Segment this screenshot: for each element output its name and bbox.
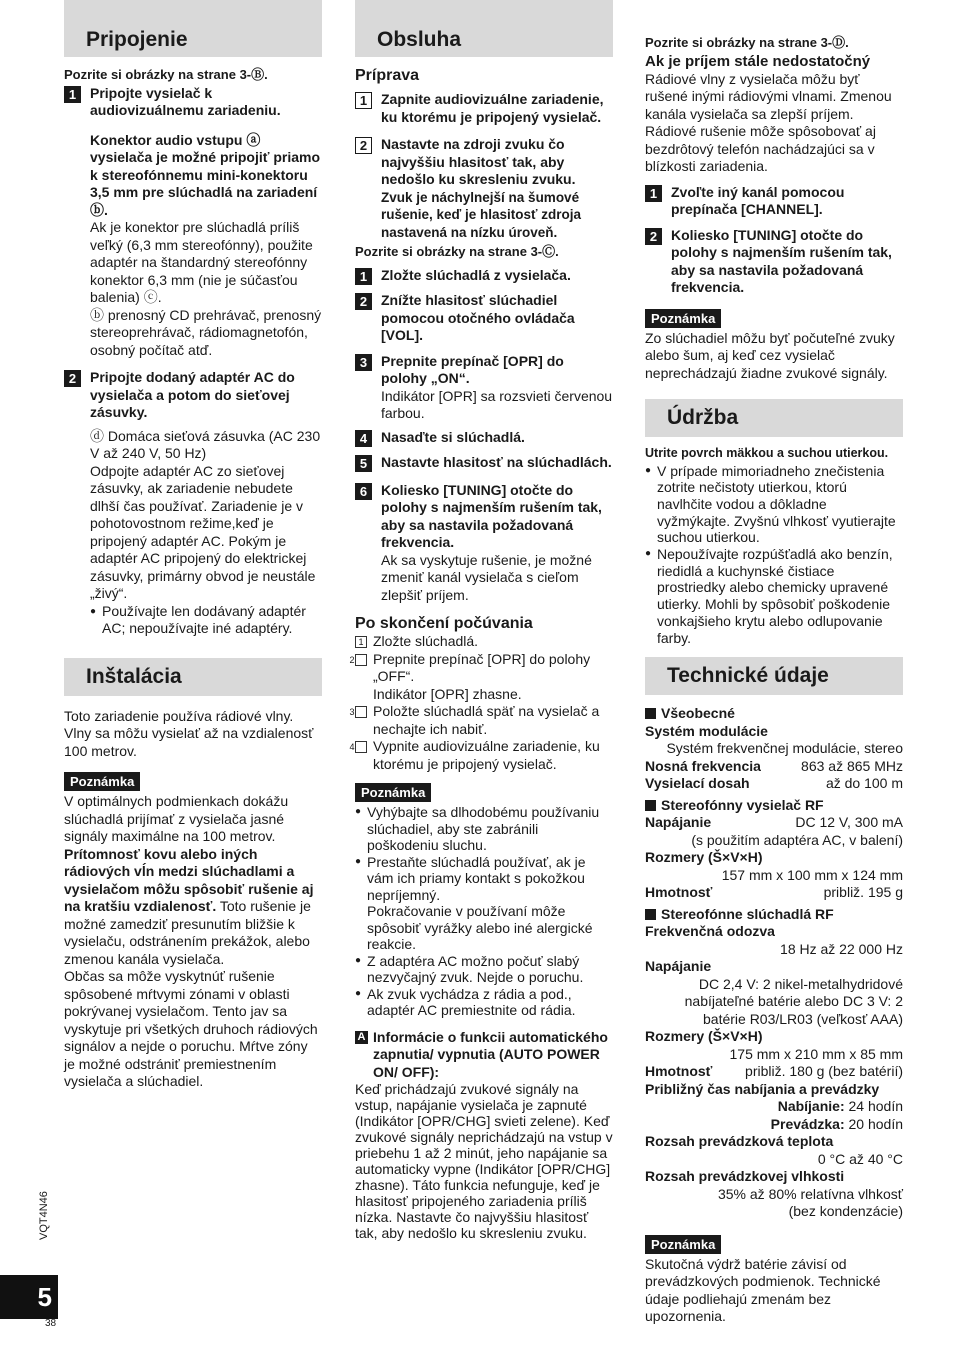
step-text: Prepnite prepínač [OPR] do polohy „ON“. — [381, 352, 564, 386]
spec-hp-freq-val: 18 Hz až 22 000 Hz — [780, 940, 903, 957]
spec-range — [645, 775, 903, 793]
step-text: Koliesko [TUNING] otočte do polohy s najmenším rušením tak, aby sa nastavila požadovaná frekvencia. — [671, 226, 892, 295]
after-text: Zložte slúchadlá. — [373, 633, 479, 649]
step-text: Koliesko [TUNING] otočte do polohy s najmenším rušením tak, aby sa nastavila požadovaná frekvencia. — [381, 481, 602, 550]
spec-value: 24 hodín — [844, 1098, 903, 1115]
auto-power-title — [355, 1029, 613, 1082]
spec-value: DC 12 V, 300 mA — [795, 814, 903, 831]
section-title-obsluha: Obsluha — [355, 0, 613, 57]
maint-2: ● Nepoužívajte rozpúšťadlá ako benzín, riedidlá a kuchynské čistiace prostriedky alebo chemicky upravené utierky. Mohli by spôsobiť poškodenie vonkajšieho krytu alebo odlupovanie farby. — [645, 546, 903, 646]
spec-hp-title: Stereofónne slúchadlá RF — [661, 905, 834, 922]
spec-tx-power — [645, 814, 903, 832]
step-5: 5 Nastavte hlasitosť na slúchadlách. — [355, 454, 613, 472]
spec-label: Nabíjanie: — [777, 1098, 845, 1115]
prep-step-1: 1 Zapnite audiovizuálne zariadenie, ku ktorému je pripojený vysielač. — [355, 91, 613, 126]
step-text: Pripojte dodaný adaptér AC do vysielača a potom do sieťovej zásuvky. — [90, 369, 295, 420]
spec-time-label: Približný čas nabíjania a prevádzky — [645, 1080, 880, 1097]
step-3-text: Indikátor [OPR] sa rozsvieti červenou farbou. — [381, 387, 613, 421]
after-3: 3 Položte slúchadlá späť na vysielač a nechajte ich nabiť. — [349, 703, 600, 737]
note-label: Poznámka — [355, 783, 431, 802]
a-title: Informácie o funkcii automatického zapnutia/ vypnutia (AUTO POWER ON/ OFF): — [373, 1028, 608, 1080]
step-1-b: ⓑ prenosný CD prehrávač, prenosný stereoprehrávač, rádiomagnetofón, osobný počítač atď. — [90, 306, 322, 358]
spec-hum-label: Rozsah prevádzkovej vlhkosti — [645, 1168, 845, 1185]
spec-tx-title: Stereofónny vysielač RF — [661, 796, 824, 813]
step-text: Nasaďte si slúchadlá. — [381, 428, 525, 445]
figure-ref: Pozrite si obrázky na strane 3-Ⓒ. — [355, 244, 559, 259]
spec-hum-val: 35% až 80% relatívna vlhkosť — [717, 1185, 903, 1202]
spec-general — [645, 705, 903, 723]
spec-hp-power-label: Napájanie — [645, 958, 712, 975]
prep-step-2: 2 Nastavte na zdroji zvuku čo najvyššiu hlasitosť tak, aby nedošlo ku skresleniu zvuku. — [355, 136, 613, 189]
after-heading: Po skončení počúvania — [355, 615, 533, 632]
section-title-udrzba: Údržba — [645, 399, 903, 437]
step-6-text: Ak sa vyskytuje rušenie, je možné zmeniť kanál vysielača s cieľom zlepšiť príjem. — [381, 551, 592, 603]
inst-note-1: V optimálnych podmienkach dokážu slúchadlá prijímať z vysielača jasné signály maximálne na 100 metrov. — [64, 793, 289, 844]
spec-oper — [645, 1116, 903, 1134]
step-2-bullet: ● Používajte len dodávaný adaptér AC; nepoužívajte iné adaptéry. — [90, 603, 322, 638]
spec-tx-dim-val: 157 mm x 100 mm x 124 mm — [721, 866, 903, 883]
spec-label: Napájanie — [645, 814, 712, 831]
spec-value: až do 100 m — [825, 775, 903, 792]
spec-label: Prevádzka: — [770, 1115, 845, 1132]
inst-note — [64, 793, 322, 1091]
weak-step-1: 1 Zvoľte iný kanál pomocou prepínača [CHANNEL]. — [645, 184, 903, 219]
maint-intro: Utrite povrch mäkkou a suchou utierkou. — [645, 446, 889, 460]
spec-hp-dim-val: 175 mm x 210 mm x 85 mm — [729, 1045, 903, 1062]
inst-note-bold: Prítomnosť kovu alebo iných rádiových vĺn medzi slúchadlami a vysielačom môžu spôsobiť rušenie aj na kratšiu vzdialenosť. — [64, 845, 314, 914]
note-wrap — [645, 309, 903, 328]
spec-mod-val: Systém frekvenčnej modulácie, stereo — [666, 740, 903, 757]
weak-step-2: 2 Koliesko [TUNING] otočte do polohy s najmenším rušením tak, aby sa nastavila požadovaná frekvencia. — [645, 227, 903, 297]
spec-tx-dim-label: Rozmery (Š×V×H) — [645, 849, 763, 866]
step-2: 2 Pripojte dodaný adaptér AC do vysielača a potom do sieťovej zásuvky. — [64, 369, 322, 422]
note-3: ● Z adaptéra AC možno počuť slabý nezvyčajný zvuk. Nejde o poruchu. — [355, 953, 613, 986]
section-title-instalacia: Inštalácia — [64, 658, 322, 696]
maint-1: ● V prípade mimoriadneho znečistenia zotrite nečistoty utierkou, ktorú navlhčite vodou a dôkladne vyžmýkajte. Zvyšnú vlhkosť vyutierajte suchou utierkou. — [645, 463, 903, 547]
spec-tx-power-2: (s použitím adaptéra AC, v balení) — [691, 831, 903, 848]
spec-temp-val: 0 °C až 40 °C — [817, 1150, 903, 1167]
spec-carrier — [645, 758, 903, 776]
step-4: 4 Nasaďte si slúchadlá. — [355, 429, 613, 447]
after-2-text: Indikátor [OPR] zhasne. — [373, 685, 522, 702]
after-2: 2 Prepnite prepínač [OPR] do polohy „OFF“. — [349, 650, 591, 684]
figure-ref: Pozrite si obrázky na strane 3-Ⓑ. — [64, 67, 268, 82]
after-4: 4 Vypnite audiovizuálne zariadenie, ku ktorému je pripojený vysielač. — [349, 738, 600, 772]
spec-hum-val-2: (bez kondenzácie) — [788, 1203, 903, 1220]
weak-heading: Ak je príjem stále nedostatočný — [645, 52, 871, 70]
step-1: 1 Zložte slúchadlá z vysielača. — [355, 267, 613, 285]
step-text: Zvoľte iný kanál pomocou prepínača [CHANNEL]. — [671, 183, 845, 217]
step-2: 2 Znížte hlasitosť slúchadiel pomocou otočného ovládača [VOL]. — [355, 292, 613, 345]
spec-label: Hmotnosť — [645, 884, 713, 901]
note-4: ● Ak zvuk vychádza z rádia a pod., adaptér AC premiestnite od rádia. — [355, 986, 613, 1019]
after-1: 1 Zložte slúchadlá. — [355, 633, 613, 651]
spec-mod-label: Systém modulácie — [645, 722, 768, 739]
note-label: Poznámka — [64, 772, 140, 791]
step-1: 1 Pripojte vysielač k audiovizuálnemu zariadeniu. — [64, 85, 322, 120]
spec-label: Hmotnosť — [645, 1063, 713, 1080]
inst-text: Toto zariadenie používa rádiové vlny. Vlny sa môžu vysielať až na vzdialenosť 100 metrov. — [64, 707, 314, 759]
auto-power-text: Keď prichádzajú zvukové signály na vstup, napájanie vysielača je zapnuté (Indikátor [OPR/CHG] svieti zelene). Keď zvukové signály neprichádzajú na vstup v priebehu 1 až 2 minút, jeho napájanie sa automaticky vypne (Indikátor [OPR/CHG] zhasne). Táto funkcia nefunguje, keď je hlasitosť pripojeného zariadenia príliš nízka. Nastavte čo najvyššiu hlasitosť tak, aby nedošlo ku skresleniu zvuku. — [355, 1081, 613, 1241]
spec-hp-dim-label: Rozmery (Š×V×H) — [645, 1028, 763, 1045]
spec-hp-mass — [645, 1063, 903, 1081]
section-title-technicke-udaje: Technické údaje — [645, 657, 903, 695]
note-wrap — [64, 772, 322, 791]
step-text: Znížte hlasitosť slúchadiel pomocou otočného ovládača [VOL]. — [381, 292, 575, 343]
figure-ref: Pozrite si obrázky na strane 3-Ⓓ. — [645, 35, 849, 50]
note-2: ● Prestaňte slúchadlá používať, ak je vám ich priamy kontakt s pokožkou nepríjemný. — [355, 854, 613, 904]
spec-value: približ. 195 g — [823, 884, 903, 901]
after-text: Prepnite prepínač [OPR] do polohy „OFF“. — [373, 650, 591, 684]
spec-hp-freq-label: Frekvenčná odozva — [645, 923, 775, 940]
step-text: Nastavte hlasitosť na slúchadlách. — [381, 454, 612, 470]
spec-label: Nosná frekvencia — [645, 757, 761, 774]
spec-charge — [645, 1098, 903, 1116]
step-2-text: Odpojte adaptér AC zo sieťovej zásuvky, ak zariadenie nebudete dlhší čas používať. Zariadenie je v pohotovostnom režime,keď je pripojený adaptér AC. Pokým je adaptér AC pripojený do elektrickej zásuvky, primárny obvod je neustále „živý“. — [90, 462, 316, 601]
note-1: ● Vyhýbajte sa dlhodobému používaniu slúchadiel, aby ste zabránili poškodeniu sluchu. — [355, 804, 613, 854]
section-title-pripojenie: Pripojenie — [64, 0, 322, 57]
spec-hp — [645, 906, 903, 924]
note-label: Poznámka — [645, 309, 721, 328]
sub-page-number: 38 — [45, 1318, 57, 1329]
page-number: 5 — [0, 1275, 58, 1319]
note-label: Poznámka — [645, 1235, 721, 1254]
step-text: Zložte slúchadlá z vysielača. — [381, 266, 571, 283]
column-middle — [349, 0, 613, 1241]
step-text: Nastavte na zdroji zvuku čo najvyššiu hlasitosť tak, aby nedošlo ku skresleniu zvuku. — [381, 136, 576, 187]
step-6: 6 Koliesko [TUNING] otočte do polohy s najmenším rušením tak, aby sa nastavila požadovaná frekvencia. — [355, 482, 613, 552]
spec-note: Skutočná výdrž batérie závisí od prevádzkových podmienok. Technické údaje podliehajú zmenám bez upozornenia. — [645, 1255, 881, 1325]
spec-general-title: Všeobecné — [661, 705, 735, 722]
step-text: Pripojte vysielač k audiovizuálnemu zariadeniu. — [90, 84, 281, 118]
spec-value: 863 až 865 MHz — [801, 757, 903, 774]
column-left — [64, 0, 322, 1091]
doc-code: VQT4N46 — [38, 1191, 50, 1240]
step-1-bold: Konektor audio vstupu ⓐ vysielača je možné pripojiť priamo k stereofónnemu mini-konektoru 3,5 mm pre slúchadlá na zariadení ⓑ. — [90, 131, 321, 218]
spec-value: približ. 180 g (bez batérií) — [745, 1063, 903, 1080]
weak-text: Rádiové vlny z vysielača môžu byť rušené inými rádiovými vlnami. Zmenou kanála vysielača sa zlepší príjem. Rádiové rušenie môže spôsobovať aj bezdrôtový telefón nachádzajúci sa v blízkosti zariadenia. — [645, 70, 892, 174]
step-2-d: ⓓ Domáca sieťová zásuvka (AC 230 V až 240 V, 50 Hz) — [90, 427, 321, 461]
after-text: Vypnite audiovizuálne zariadenie, ku ktorému je pripojený vysielač. — [373, 738, 600, 772]
note-2-text: Pokračovanie v používaní môže spôsobiť vyrážky alebo iné alergické reakcie. — [367, 903, 593, 952]
prep-step-2-extra: Zvuk je náchylnejší na šumové rušenie, keď je hlasitosť zdroja nastavená na nízku úroveň. — [381, 189, 581, 240]
step-text: Zapnite audiovizuálne zariadenie, ku ktorému je pripojený vysielač. — [381, 91, 604, 125]
inst-note-3: Občas sa môže vyskytnúť rušenie spôsobené mŕtvymi zónami v oblasti pokrývanej vysielačom. Tento jav sa vyskytuje pri všetkých druhoch rádiových signálov a nejde o poruchu. Mŕtve zóny je možné odstrániť premiestnením vysielača a slúchadiel. — [64, 968, 318, 1089]
step-1-text: Ak je konektor pre slúchadlá príliš veľký (6,3 mm stereofónny), použite adaptér na štandardný stereofónny konektor 6,3 mm (nie je súčasťou balenia) ⓒ. — [90, 219, 313, 305]
spec-tx — [645, 797, 903, 815]
weak-note: Zo slúchadiel môžu byť počuteľné zvuky alebo šum, aj keď cez vysielač neprechádzajú žiadne zvukové signály. — [645, 329, 895, 381]
inst-note-2: Toto rušenie je možné zamedziť presunutím bližšie k vysielaču, odstránením prekážok, alebo zmenou kanála vysielača. — [64, 898, 311, 967]
step-3: 3 Prepnite prepínač [OPR] do polohy „ON“. — [355, 353, 613, 388]
spec-temp-label: Rozsah prevádzková teplota — [645, 1133, 834, 1150]
prep-heading: Príprava — [355, 67, 420, 84]
a-label: A — [355, 1031, 368, 1044]
spec-tx-mass — [645, 884, 903, 902]
note-wrap — [355, 783, 613, 802]
spec-value: 20 hodín — [844, 1115, 903, 1132]
after-text: Položte slúchadlá späť na vysielač a nechajte ich nabiť. — [373, 703, 600, 737]
spec-label: Vysielací dosah — [645, 775, 750, 792]
spec-hp-power-val: DC 2,4 V: 2 nikel-metalhydridové nabíjateľné batérie alebo DC 3 V: 2 batérie R03/LR03 (veľkosť AAA) — [684, 975, 903, 1027]
note-wrap — [645, 1235, 903, 1254]
column-right — [645, 0, 903, 1326]
